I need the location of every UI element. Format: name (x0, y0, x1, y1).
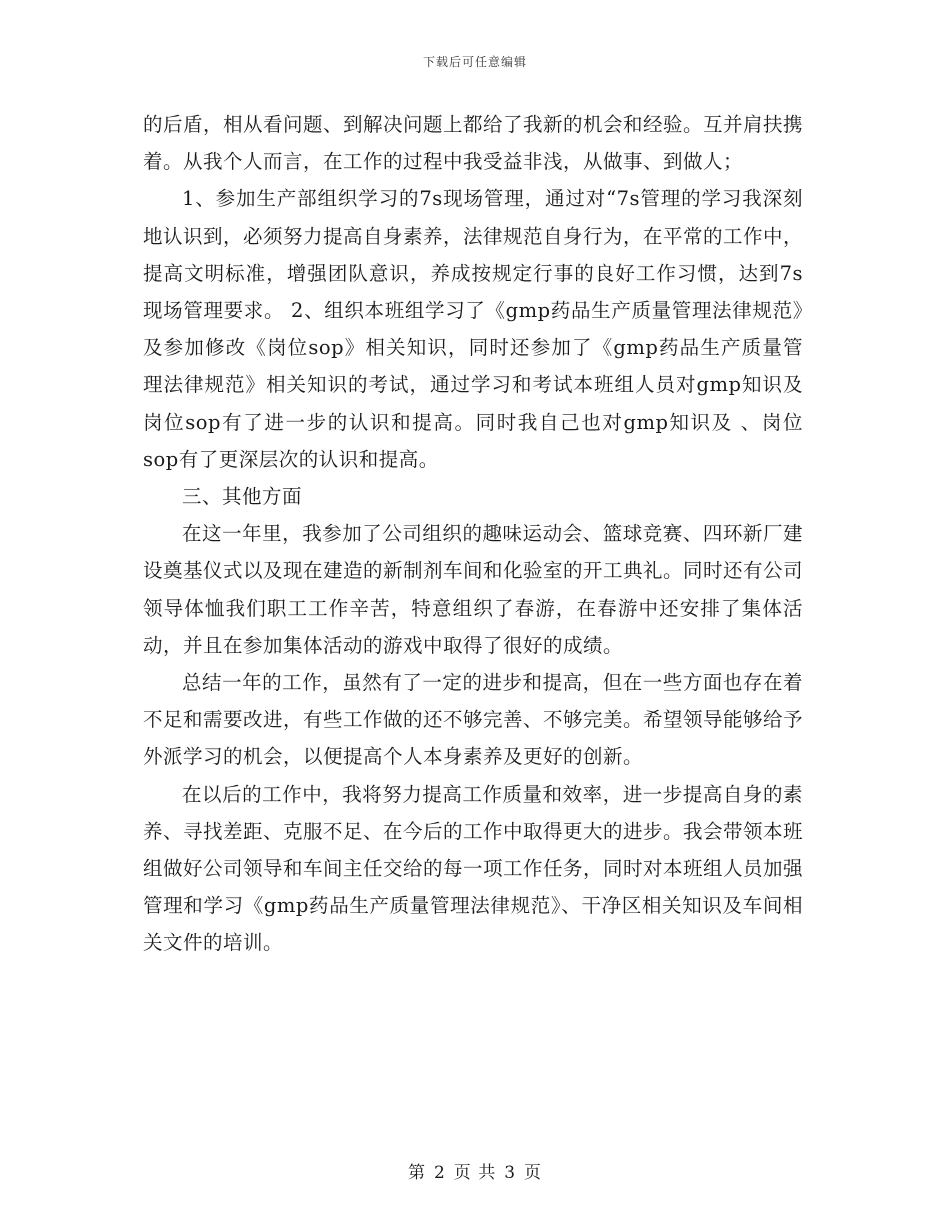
footer-prefix: 第 (407, 1163, 426, 1183)
document-body (143, 106, 803, 962)
page-number: 2 (433, 1163, 446, 1183)
paragraph: 的后盾，相从看问题、到解决问题上都给了我新的机会和经验。互并肩扶携着。从我个人而言，在工作的过程中我受益非浅，从做事、到做人； (143, 113, 804, 174)
total-pages: 3 (504, 1163, 517, 1183)
section-heading: 三、其他方面 (182, 485, 303, 509)
footer-mid: 页 共 (453, 1163, 497, 1183)
paragraph: 在这一年里，我参加了公司组织的趣味运动会、篮球竞赛、四环新厂建设奠基仪式以及现在建造的新制剂车间和化验室的开工典礼。同时还有公司领导体恤我们职工工作辛苦，特意组织了春游，在春游中还安排了集体活动，并且在参加集体活动的游戏中取得了很好的成绩。 (143, 522, 804, 657)
paragraph: 在以后的工作中，我将努力提高工作质量和效率，进一步提高自身的素养、寻找差距、克服不足、在今后的工作中取得更大的进步。我会带领本班组做好公司领导和车间主任交给的每一项工作任务，同时对本班组人员加强管理和学习《gmp药品生产质量管理法律规范》、干净区相关知识及车间相关文件的培训。 (143, 782, 804, 955)
footer-suffix: 页 (524, 1163, 543, 1183)
paragraph: 总结一年的工作，虽然有了一定的进步和提高，但在一些方面也存在着不足和需要改进，有些工作做的还不够完善、不够完美。希望领导能够给予外派学习的机会，以便提高个人本身素养及更好的创新。 (143, 671, 804, 769)
page-footer (0, 1158, 950, 1183)
page-header: 下载后可任意编辑 (422, 55, 527, 69)
paragraph: 1、参加生产部组织学习的7s现场管理，通过对“7s管理的学习我深刻地认识到，必须努力提高自身素养，法律规范自身行为，在平常的工作中，提高文明标准，增强团队意识，养成按规定行事的良好工作习惯，达到7s现场管理要求。 2、组织本班组学习了《gmp药品生产质量管理法律规范》及参加修改《岗位sop》相关知识，同时还参加了《gmp药品生产质量管理法律规范》相关知识的考试，通过学习和考试本班组人员对gmp知识及岗位sop有了进一步的认识和提高。同时我自己也对gmp知识及 、岗位sop有了更深层次的认识和提高。 (143, 187, 804, 471)
